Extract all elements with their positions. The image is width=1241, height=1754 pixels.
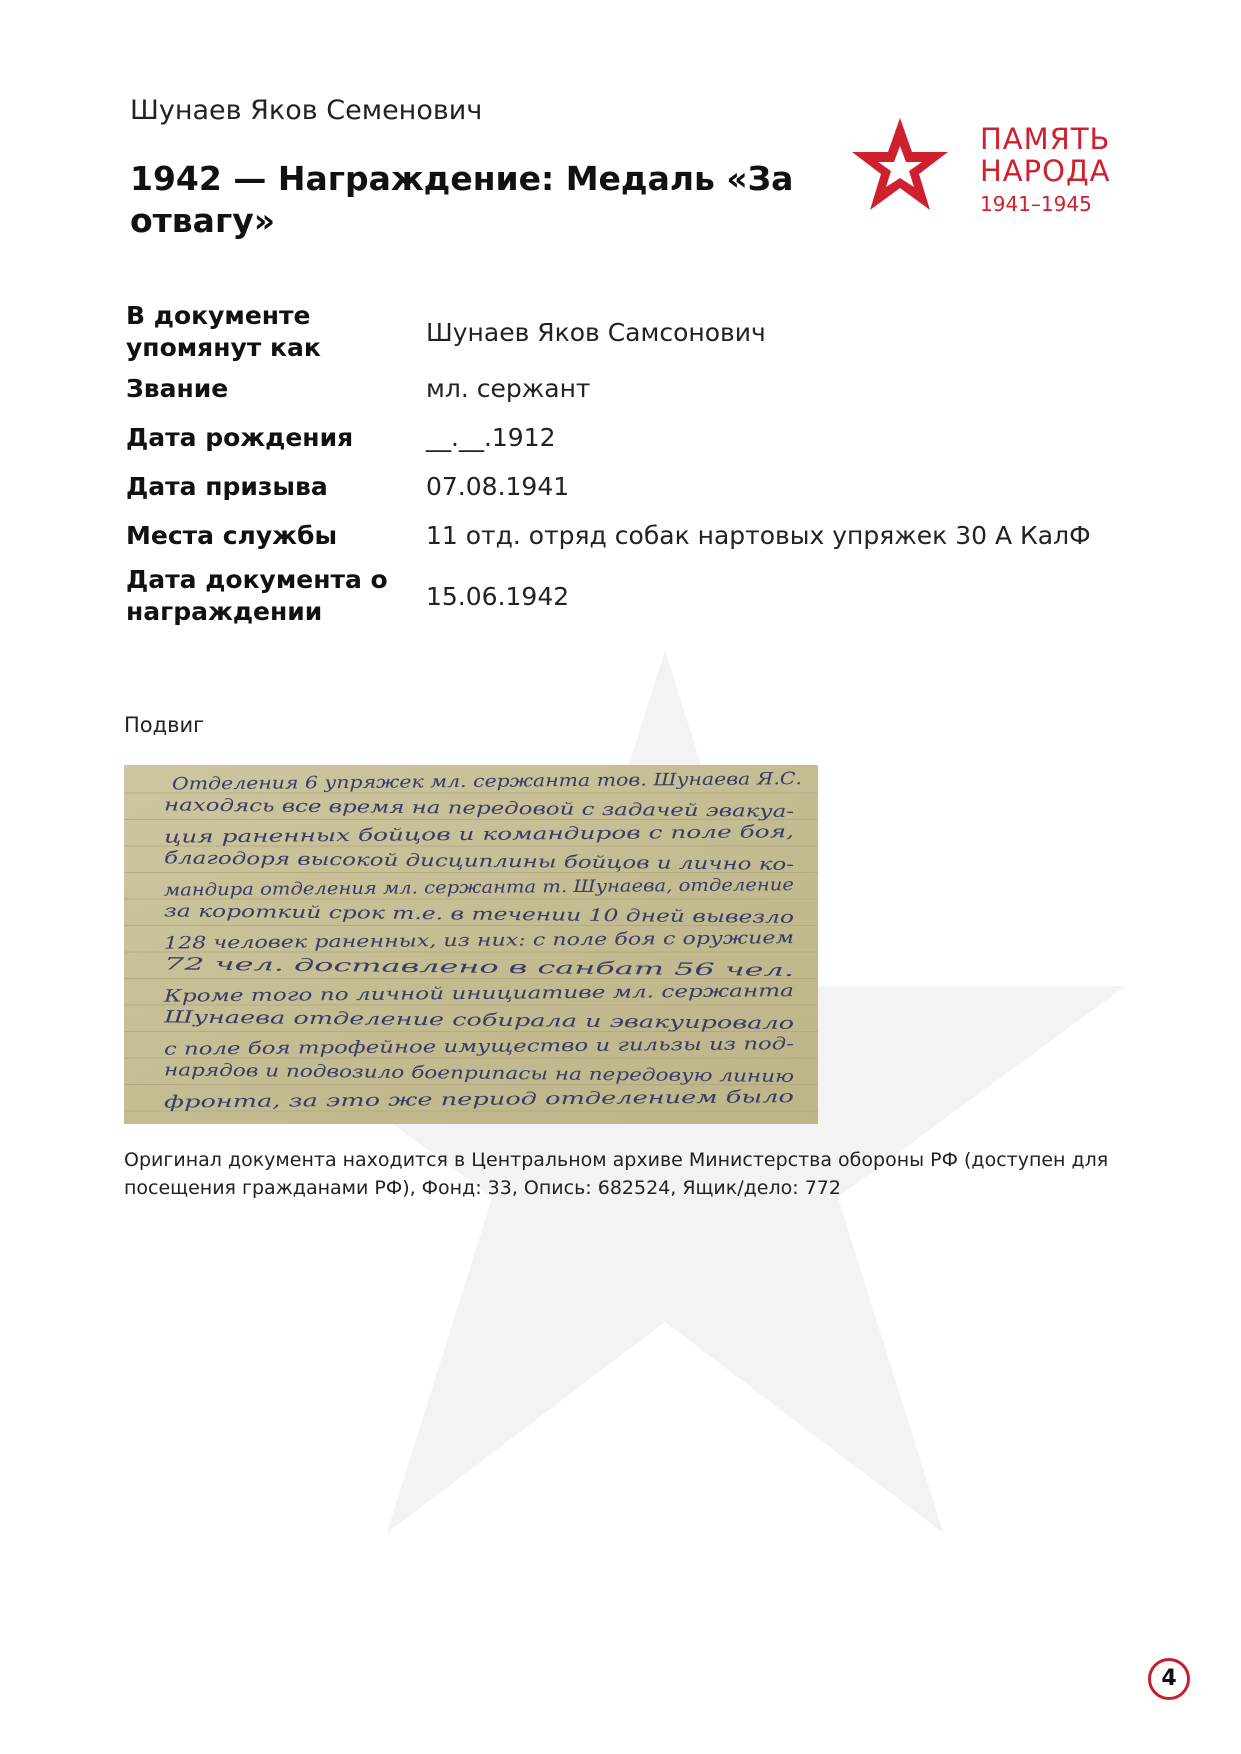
handwritten-line: Кроме того по личной инициативе мл. сержанта	[163, 982, 627, 1007]
handwritten-line: находясь все время на передовой с задачей эвакуа-	[163, 795, 632, 821]
document-scan-graphic	[124, 765, 818, 1124]
info-label: Дата призыва	[126, 471, 328, 501]
info-value: 07.08.1941	[426, 472, 570, 501]
info-row-rank	[126, 364, 1126, 413]
logo-years: 1941–1945	[980, 192, 1092, 216]
logo-line2: НАРОДА	[980, 154, 1111, 188]
info-row-award-document-date	[126, 560, 1126, 632]
info-row-service-places	[126, 511, 1126, 560]
handwritten-line: мандира отделения мл. сержанта т. Шунаева, отделение	[163, 875, 712, 901]
handwritten-line: благодоря высокой дисциплины бойцов и лично ко-	[163, 848, 631, 874]
handwritten-line: с поле боя трофейное имущество и гильзы из под-	[163, 1035, 634, 1060]
info-label: Места службы	[126, 520, 338, 550]
handwritten-line: 128 человек раненных, из них: с поле боя с оружием	[163, 929, 647, 954]
award-title: 1942 — Награждение: Медаль «За отвагу»	[130, 159, 794, 240]
award-document-scan[interactable]	[124, 765, 818, 1124]
handwritten-line: нарядов и подвозило боеприпасы на передовую линию	[163, 1060, 662, 1086]
handwritten-line: 72 чел. доставлено в санбат 56 чел.	[163, 954, 500, 978]
info-value: Шунаев Яков Самсонович	[426, 317, 766, 347]
info-value: __.__.1912	[426, 423, 556, 452]
pamyat-naroda-logo	[850, 112, 1120, 222]
page-number: 4	[1148, 1658, 1190, 1700]
info-label: Дата документа о награждении	[126, 565, 388, 626]
info-value: мл. сержант	[426, 374, 591, 403]
handwritten-line: ция раненных бойцов и командиров с поле боя,	[163, 823, 596, 848]
handwritten-line: Отделения 6 упряжек мл. сержанта тов. Шунаева Я.С.	[171, 769, 696, 795]
info-label: В документе упомянут как	[126, 301, 321, 362]
info-table	[126, 300, 1126, 632]
info-row-conscription-date	[126, 462, 1126, 511]
info-label: Звание	[126, 373, 229, 403]
info-row-mentioned-as	[126, 300, 1126, 364]
logo-line1: ПАМЯТЬ	[980, 122, 1111, 156]
feat-section-label: Подвиг	[124, 713, 205, 737]
red-star-icon	[850, 116, 950, 216]
handwritten-line: за короткий срок т.е. в течении 10 дней вывезло	[163, 901, 623, 927]
archive-source-caption: Оригинал документа находится в Центральном архиве Министерства обороны РФ (доступен для посещения гражданами РФ), Фонд: 33, Опись: 682524, Ящик/дело: 772	[124, 1149, 1109, 1199]
handwritten-line: Шунаева отделение собирала и эвакуировало	[163, 1007, 584, 1032]
person-name: Шунаев Яков Семенович	[130, 95, 483, 126]
info-row-birth-date	[126, 413, 1126, 462]
info-value: 11 отд. отряд собак нартовых упряжек 30 А КалФ	[426, 521, 1091, 550]
info-label: Дата рождения	[126, 422, 354, 452]
info-value: 15.06.1942	[426, 581, 570, 611]
handwritten-line: фронта, за это же период отделением было	[163, 1088, 582, 1113]
